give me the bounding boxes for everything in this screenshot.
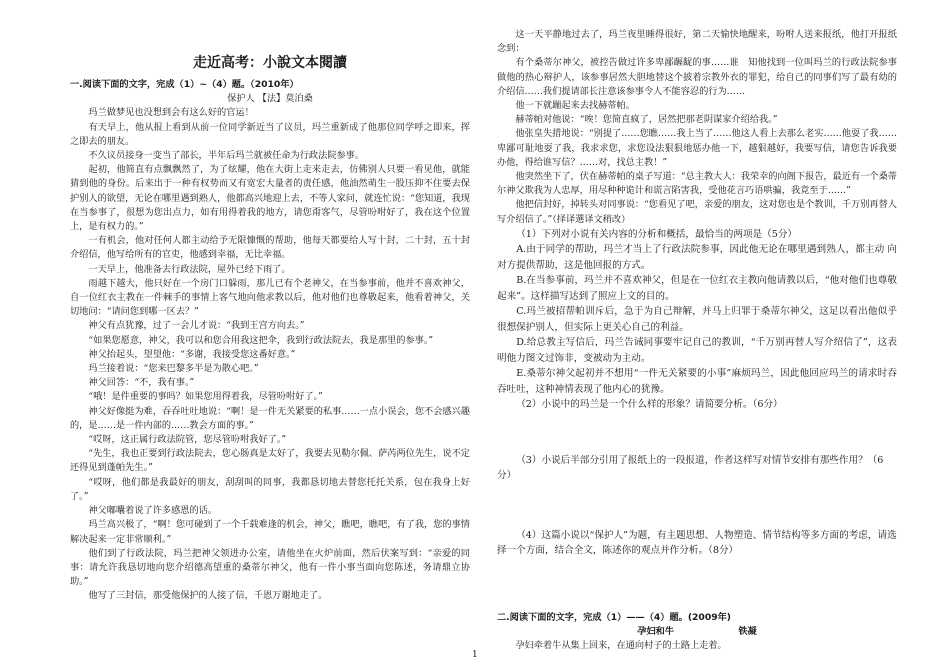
page-title: 走近高考：小說文本閱讀 — [193, 55, 347, 71]
answer-option: E.桑蒂尔神父起初并不想用“一件无关紧要的小事”麻烦玛兰，因此他回应玛兰的请求时吞吞吐吐，这种神情表现了他内心的犹豫。 — [497, 368, 897, 395]
paragraph: 一天早上，他准备去行政法院，屋外已经下雨了。 — [88, 263, 291, 275]
paragraph: 玛兰接着说：“您来巴黎多半是为散心吧。” — [88, 363, 259, 375]
question-1: （1）下列对小说有关内容的分析和概括，最恰当的两项是（5分） — [516, 228, 798, 240]
left-column — [70, 28, 470, 604]
answer-option: A.由于同学的帮助，玛兰才当上了行政法院参事，因此他无论在哪里遇到熟人，都主动 向对方提供帮助，这是他回报的方式。 — [497, 244, 897, 271]
question-4: （4）这篇小说以“保护人”为题，有主题思想、人物塑造、情节结构等多方面的考虑，请选择一个方面，结合全文，陈述你的观点并作分析。（8分） — [497, 529, 897, 557]
story2-title: 孕妇和牛 铁凝 — [637, 626, 757, 638]
story-body-continued — [497, 28, 897, 227]
paragraph: 他一下就蹦起来去找赫蒂帕。 — [515, 100, 635, 112]
paragraph: 这一天平静地过去了，玛兰夜里睡得很好，第二天愉快地醒来，吩咐人送来报纸，他打开报纸念到： — [497, 29, 897, 55]
paragraph: 他突然坐下了，伏在赫蒂帕的桌子写道：“总主教大人：我荣幸的向阁下报告，最近有一个桑蒂尔神父欺我为人忠厚，用尽种种诡计和谎言陷害我，受他花言巧语哄骗，我竟至于……” — [497, 171, 897, 197]
paragraph: “如果您愿意，神父，我可以和您合用我这把伞，我到行政法院去，我是那里的参事。” — [88, 334, 434, 346]
paragraph: 起初，他简直有点飘飘然了，为了炫耀，他在大街上走来走去，仿佛别人只要一看见他，就能猜到他的身份。后来出于一种有权势而又有宽宏大量者的责任感，他油然萌生一股压抑不住要去保护别人的欲望，无论在哪里遇到熟人，他都高兴地迎上去，不等人家问，就连忙说：“您知道，我现在当参事了，很想为您出点力，如有用得着我的地方，请您甭客气，尽管吩咐好了，我在这个位置上，是有权力的。” — [70, 164, 470, 233]
answer-options — [497, 242, 897, 397]
question-2: （2）小说中的玛兰是一个什么样的形象？请简要分析。（6分） — [516, 399, 783, 411]
right-column — [497, 28, 897, 653]
paragraph: “哎呀，这正属行政法院管，您尽管吩咐我好了。” — [88, 434, 287, 446]
paragraph: 不久议员接身一变当了部长，半年后玛兰就被任命为行政法院参事。 — [88, 150, 365, 162]
paragraph: “哦！是件重要的事吗？如果您用得着我，尽管吩咐好了。” — [88, 391, 323, 403]
paragraph: 有个桑蒂尔神父，被控告做过许多卑鄙龌龊的事……谁 知他找到一位叫玛兰的行政法院参事做他的热心辩护人，该参事居然大胆地替这个披着宗教外衣的罪犯，给自己的同事们写了最有幼的介绍信……我们提请部长注意该参事令人不能容忍的行为…… — [497, 57, 897, 97]
paragraph: 玛兰做梦见也没想到会有这么好的官运！ — [88, 107, 254, 119]
question-3: （3）小说后半部分引用了报纸上的一段报道，作者这样写对情节安排有那些作用？（6分） — [497, 454, 884, 482]
answer-space-2 — [497, 413, 897, 453]
paragraph: 雨越下越大，他只好在一个房门口躲雨，那儿已有个老神父，在当参事前，他并不喜欢神父，自一位红衣主教在一件棘手的事情上客气地向他求教以后，他对他们也尊敬起来，他看着神父，关切地问：“请问您到哪一区去？” — [70, 277, 470, 318]
paragraph: 神父好像挺为难，吞吞吐吐地说：“啊！是一件无关紧要的私事……一点小误会，您不会感兴趣的，是……是一件内部的……教会方面的事。” — [70, 405, 470, 431]
answer-option: C.玛兰被招帮帕训斥后，急于为自己辩解，并马上归罪于桑蒂尔神父，这足以看出他似乎很想保护别人，但实际上更关心自己的利益。 — [497, 306, 897, 333]
page-number: 1 — [472, 650, 478, 660]
paragraph: 神父嘟囔着说了许多感恩的话。 — [88, 505, 218, 517]
story-body — [70, 106, 470, 603]
paragraph: “先生，我也正要到行政法院去，您心肠真是太好了，我要去见勒尔佩、萨芮两位先生，说不定还得见到蓬帕先生。” — [70, 448, 470, 474]
paragraph: 他把信封好，掉转头对同事说：“您看见了吧，亲爱的朋友，这对您也是个教训，千万别再替人写介绍信了。”（择译選译文稍改） — [497, 199, 897, 225]
paragraph: 他写了三封信，那受他保护的人接了信，千恩万谢地走了。 — [88, 590, 328, 602]
paragraph: 一有机会，他对任何人都主动给予无限慷慨的帮助，他每天都要给人写十封，二十封，五十封介绍信，他写给所有的官吏，他感到幸福，无比幸福。 — [70, 235, 470, 261]
answer-option: D.给总教主写信后，玛兰告诫同事要牢记自己的教训，“千万别再替人写介绍信了”，这表明他力图文过饰非，变被动为主动。 — [497, 337, 897, 364]
answer-space-3 — [497, 484, 897, 528]
story-title: 保护人 【法】莫泊桑 — [227, 93, 313, 105]
paragraph: 玛兰高兴极了，“啊！您可碰到了一个千载难逢的机会，神父，瞧吧，瞧吧，有了我，您的事情解决起来一定非常顺利。” — [70, 519, 470, 545]
paragraph: “哎呀，他们都是我最好的朋友，刮刮叫的同事，我都恳切地去替您托托关系，包在我身上好了。” — [70, 476, 470, 502]
paragraph: 神父有点犹豫，过了一会儿才说：“我到王宫方向去。” — [88, 320, 305, 332]
paragraph: 有天早上，他从报上看到从前一位同学新近当了议员，玛兰重新成了他那位同学呼之即来，挥之即去的朋友。 — [70, 121, 470, 147]
story2-first-paragraph: 孕妇牵着牛从集上回来，在通向村子的土路上走着。 — [515, 640, 727, 652]
section-heading-2: 二.阅读下面的文字，完成（1）——（4）题。(2009年) — [497, 611, 731, 623]
paragraph: 神父回答：“不，我有事。” — [88, 377, 195, 389]
paragraph: 赫蒂帕对他说：“唉！您简直疯了，居然把那老阴谋家介绍给我。” — [515, 114, 778, 126]
answer-space-4 — [497, 559, 897, 611]
paragraph: 他们到了行政法院，玛兰把神父领进办公室，请他坐在火炉前面，然后伏案写到：“亲爱的同事：请允许我恳切地向您介绍德高望重的桑蒂尔神父，他有一件小事当面向您陈述，务请鼎立协助。” — [70, 547, 470, 588]
paragraph: 他张皇失措地说：“别提了……您瞧……我上当了……他这人看上去那么老实……他耍了我……卑鄙可耻地耍了我，我求求您，求您设法狠狠地惩办他一下，越狠越好，我要写信，请您告诉我要办他，得给谁写信？……对，找总主教！” — [497, 128, 897, 168]
paragraph: 神父抬起头，望望他：“多谢，我接受您这番好意。” — [88, 348, 296, 360]
answer-option: B.在当参事前，玛兰并不喜欢神父，但是在一位红衣主教向他请教以后，“他对他们也尊敬起来”。这样描写达到了照应上文的目的。 — [497, 275, 897, 302]
section-heading-1: 一.阅读下面的文字，完成（1）~（4）题。（2010年） — [70, 79, 299, 90]
